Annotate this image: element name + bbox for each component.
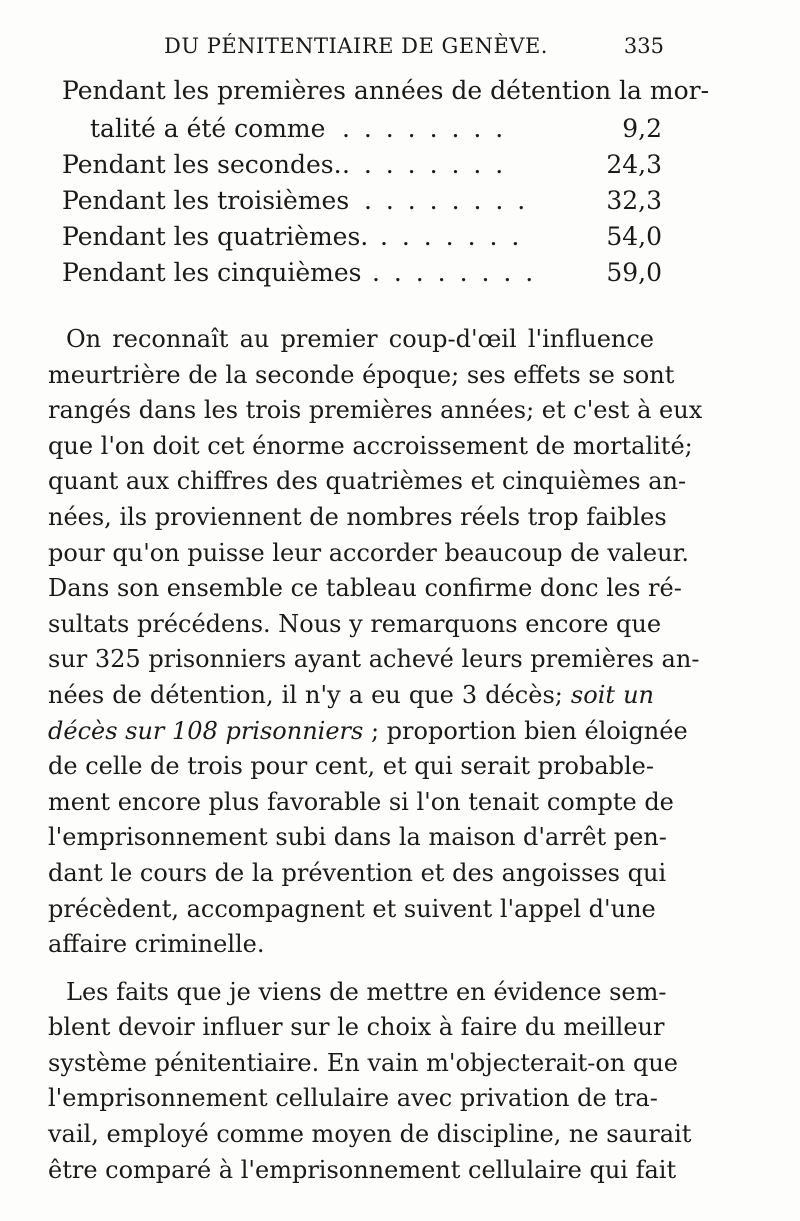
text-line: être comparé à l'emprisonnement cellulaire qui fait: [48, 1155, 677, 1184]
row-value: 32,3: [606, 186, 662, 215]
paragraph: [48, 975, 692, 1189]
italic-segment: décès sur 108 prisonniers: [48, 716, 364, 745]
page-number: 335: [623, 34, 664, 58]
text-line: pour qu'on puisse leur accorder beaucoup de valeur.: [48, 538, 690, 567]
leader-dots: . . . . . . . .: [342, 150, 507, 179]
paragraph: [48, 322, 703, 963]
text-line: nées, ils proviennent de nombres réels trop faibles: [48, 502, 667, 531]
text-line: quant aux chiffres des quatrièmes et cinquièmes an-: [48, 467, 687, 496]
text-line: Dans son ensemble ce tableau confirme donc les ré-: [48, 574, 682, 603]
text-line: que l'on doit cet énorme accroissement de mortalité;: [48, 431, 693, 460]
row-label: Pendant les troisièmes: [62, 186, 350, 215]
table-row: [62, 258, 662, 294]
row-label: talité a été comme: [90, 114, 326, 143]
body-text: [48, 322, 703, 1188]
page-header: [60, 34, 664, 70]
running-head: DU PÉNITENTIAIRE DE GENÈVE.: [164, 34, 548, 58]
leader-dots: . . . . . . . .: [372, 258, 537, 287]
row-value: 54,0: [606, 222, 662, 251]
leader-dots: . . . . . . . .: [342, 114, 507, 143]
text-line: précèdent, accompagnent et suivent l'appel d'une: [48, 894, 656, 923]
row-label: Pendant les cinquièmes: [62, 258, 362, 287]
text-line: [48, 678, 654, 714]
table-row: [62, 222, 662, 258]
mortality-table: [62, 76, 710, 294]
text-line: Les faits que je viens de mettre en évidence sem-: [66, 977, 667, 1006]
row-value: 59,0: [606, 258, 662, 287]
row-value: 9,2: [622, 114, 662, 143]
text-line: l'emprisonnement subi dans la maison d'arrêt pen-: [48, 823, 667, 852]
leader-dots: . . . . . . .: [380, 222, 523, 251]
row-label: Pendant les premières années de détention la mor-: [62, 76, 710, 105]
text-line: ment encore plus favorable si l'on tenait compte de: [48, 787, 674, 816]
text-line: système pénitentiaire. En vain m'objecterait-on que: [48, 1048, 678, 1077]
row-value: 24,3: [606, 150, 662, 179]
text-line: meurtrière de la seconde époque; ses effets se sont: [48, 360, 675, 389]
text-line: rangés dans les trois premières années; et c'est à eux: [48, 396, 703, 425]
text-segment: nées de détention, il n'y a eu que 3 décès;: [48, 680, 563, 709]
table-row: [62, 76, 710, 114]
text-line: sur 325 prisonniers ayant achevé leurs premières an-: [48, 645, 700, 674]
text-line: sultats précédens. Nous y remarquons encore que: [48, 609, 662, 638]
italic-segment: soit un: [570, 680, 654, 709]
text-line: [48, 714, 688, 750]
leader-dots: . . . . . . . .: [364, 186, 529, 215]
text-line: affaire criminelle.: [48, 930, 265, 959]
row-label: Pendant les quatrièmes.: [62, 222, 369, 251]
table-row: [62, 114, 662, 150]
text-segment: ; proportion bien éloignée: [370, 716, 688, 745]
text-line: On reconnaît au premier coup-d'œil l'influence: [66, 325, 654, 353]
table-row: [62, 150, 662, 186]
text-line: de celle de trois pour cent, et qui serait probable-: [48, 752, 654, 781]
table-row: [62, 186, 662, 222]
text-line: blent devoir influer sur le choix à faire du meilleur: [48, 1013, 665, 1042]
text-line: vail, employé comme moyen de discipline, ne saurait: [48, 1120, 692, 1149]
row-label: Pendant les secondes.: [62, 150, 342, 179]
text-line: dant le cours de la prévention et des angoisses qui: [48, 858, 667, 887]
text-line: l'emprisonnement cellulaire avec privation de tra-: [48, 1084, 658, 1113]
